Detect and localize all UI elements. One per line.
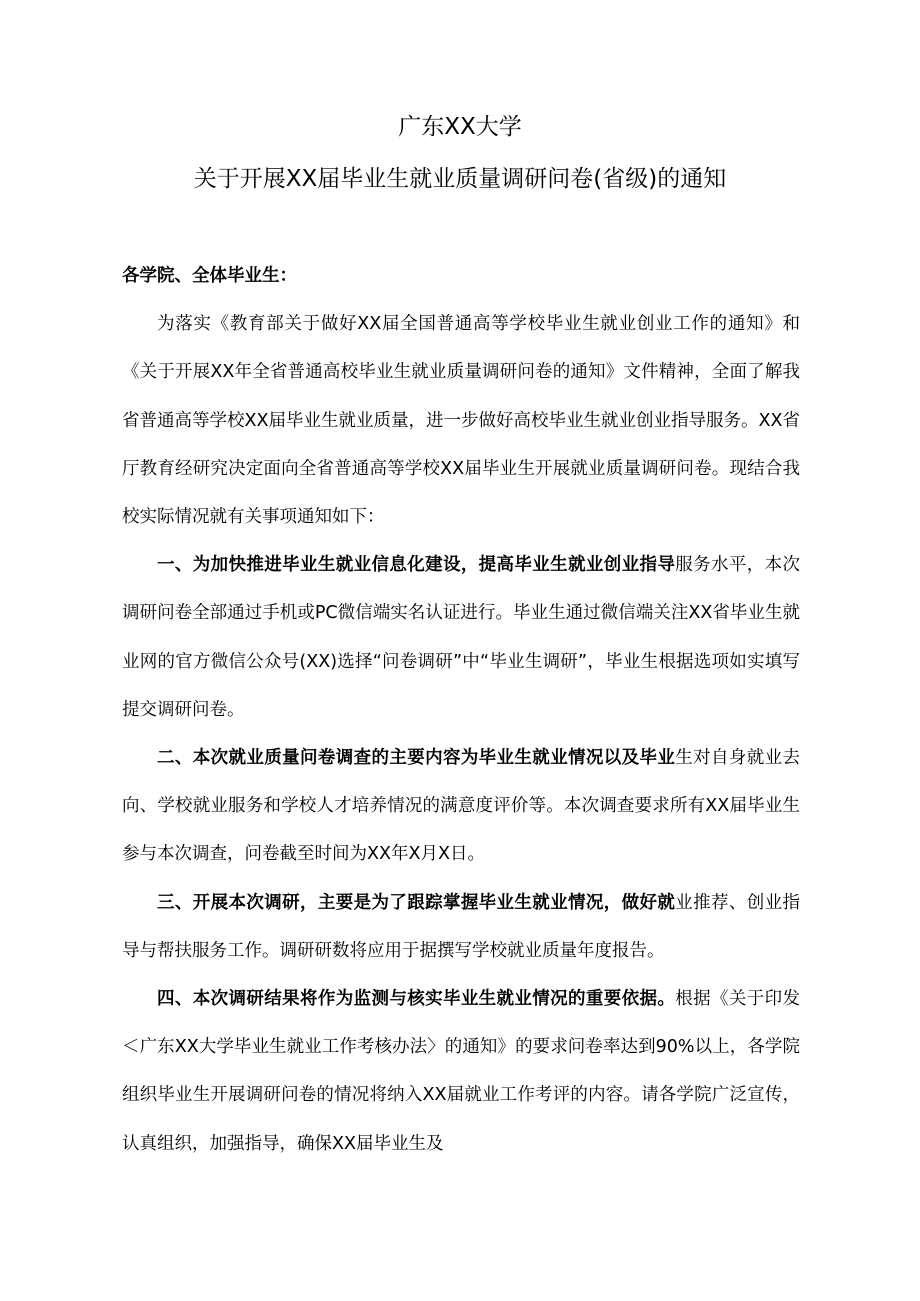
paragraph-item-2-text: 生对自身就业去向、学校就业服务和学校人才培养情况的满意度评价等。本次调查要求所有XX届毕业生参与本次调查，问卷截至时间为XX年X月X日。 bbox=[122, 748, 801, 865]
paragraph-item-4-heading: 四、本次调研结果将作为监测与核实毕业生就业情况的重要依据。 bbox=[157, 989, 676, 1010]
paragraph-item-3-heading: 三、开展本次调研，主要是为了跟踪掌握毕业生就业情况，做好就 bbox=[157, 892, 676, 913]
paragraph-item-4-text: 根据《关于印发＜广东XX大学毕业生就业工作考核办法〉的通知》的要求问卷率达到90%以上，各学院组织毕业生开展调研问卷的情况将纳入XX届就业工作考评的内容。请各学院广泛宣传，认真组织，加强指导，确保XX届毕业生及 bbox=[122, 989, 801, 1154]
document-title-institution: 广东XX大学 bbox=[398, 114, 522, 140]
paragraph-item-1 bbox=[122, 541, 800, 734]
paragraph-item-1-text: 服务水平，本次调研问卷全部通过手机或PC微信端实名认证进行。毕业生通过微信端关注XX省毕业生就业网的官方微信公众号(XX)选择“问卷调研”中“毕业生调研”，毕业生根据选项如实填写提交调研问卷。 bbox=[122, 555, 801, 720]
paragraph-item-2 bbox=[122, 734, 800, 879]
paragraph-item-1-heading: 一、为加快推进毕业生就业信息化建设，提高毕业生就业创业指导 bbox=[157, 555, 676, 576]
document-body bbox=[122, 252, 800, 1168]
paragraph-item-3 bbox=[122, 879, 800, 975]
document-title-subject: 关于开展XX届毕业生就业质量调研问卷(省级)的通知 bbox=[193, 166, 727, 192]
paragraph-item-4 bbox=[122, 975, 800, 1168]
salutation: 各学院、全体毕业生： bbox=[122, 266, 297, 286]
paragraph-intro-text: 为落实《教育部关于做好XX届全国普通高等学校毕业生就业创业工作的通知》和《关于开展XX年全省普通高校毕业生就业质量调研问卷的通知》文件精神，全面了解我省普通高等学校XX届毕业生就业质量，进一步做好高校毕业生就业创业指导服务。XX省厅教育经研究决定面向全省普通高等学校XX届毕业生开展就业质量调研问卷。现结合我校实际情况就有关事项通知如下： bbox=[122, 314, 800, 528]
paragraph-intro bbox=[122, 300, 800, 541]
paragraph-item-3-text: 业推荐、创业指导与帮扶服务工作。调研研数将应用于据撰写学校就业质量年度报告。 bbox=[122, 892, 801, 961]
paragraph-item-2-heading: 二、本次就业质量问卷调查的主要内容为毕业生就业情况以及毕业 bbox=[157, 748, 676, 769]
